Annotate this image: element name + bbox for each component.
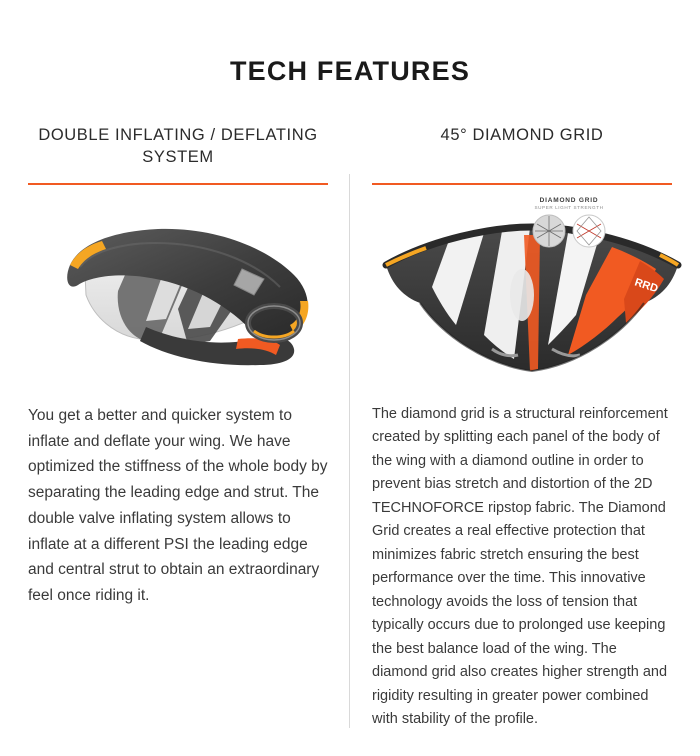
wing-side-view-image xyxy=(28,199,328,389)
feature-title-right: 45° DIAMOND GRID xyxy=(440,126,604,144)
callout-subtitle: SUPER LIGHT STRENGTH xyxy=(534,205,604,210)
feature-column-double-inflating xyxy=(28,125,350,732)
page-title: TECH FEATURES xyxy=(229,56,471,86)
feature-column-diamond-grid xyxy=(350,125,672,732)
feature-body-right: The diamond grid is a structural reinforcement created by splitting each panel of the body of the wing with a diamond outline in order to prevent bias stretch and distortion of the 2D TECHNOFORCE ripstop fabric. The Diamond Grid creates a real effective protection that minimizes fabric stretch ensuring the best performance over the time. This innovative technology avoids the loss of tension that typically occurs due to prolonged use keeping the best balance load of the wing. The diamond grid also creates higher strength and rigidity resulting in greater power combined with stability of the profile. xyxy=(372,406,668,728)
callout-title: DIAMOND GRID xyxy=(539,197,599,204)
wing-front-view-image xyxy=(372,199,672,389)
tech-features-page xyxy=(0,56,700,756)
feature-title-left: DOUBLE INFLATING / DEFLATING SYSTEM xyxy=(38,126,318,166)
accent-rule-left xyxy=(28,183,328,185)
accent-rule-right xyxy=(372,183,672,185)
diamond-grid-callout xyxy=(516,197,622,252)
feature-body-left: You get a better and quicker system to inflate and deflate your wing. We have optimized the stiffness of the whole body by separating the leading edge and strut. The double valve inflating system allows to inflate at a different PSI the leading edge and central strut to obtain an extraordinary feel once riding it. xyxy=(28,407,328,605)
brand-label: RRD xyxy=(633,276,660,296)
feature-columns xyxy=(28,125,672,732)
